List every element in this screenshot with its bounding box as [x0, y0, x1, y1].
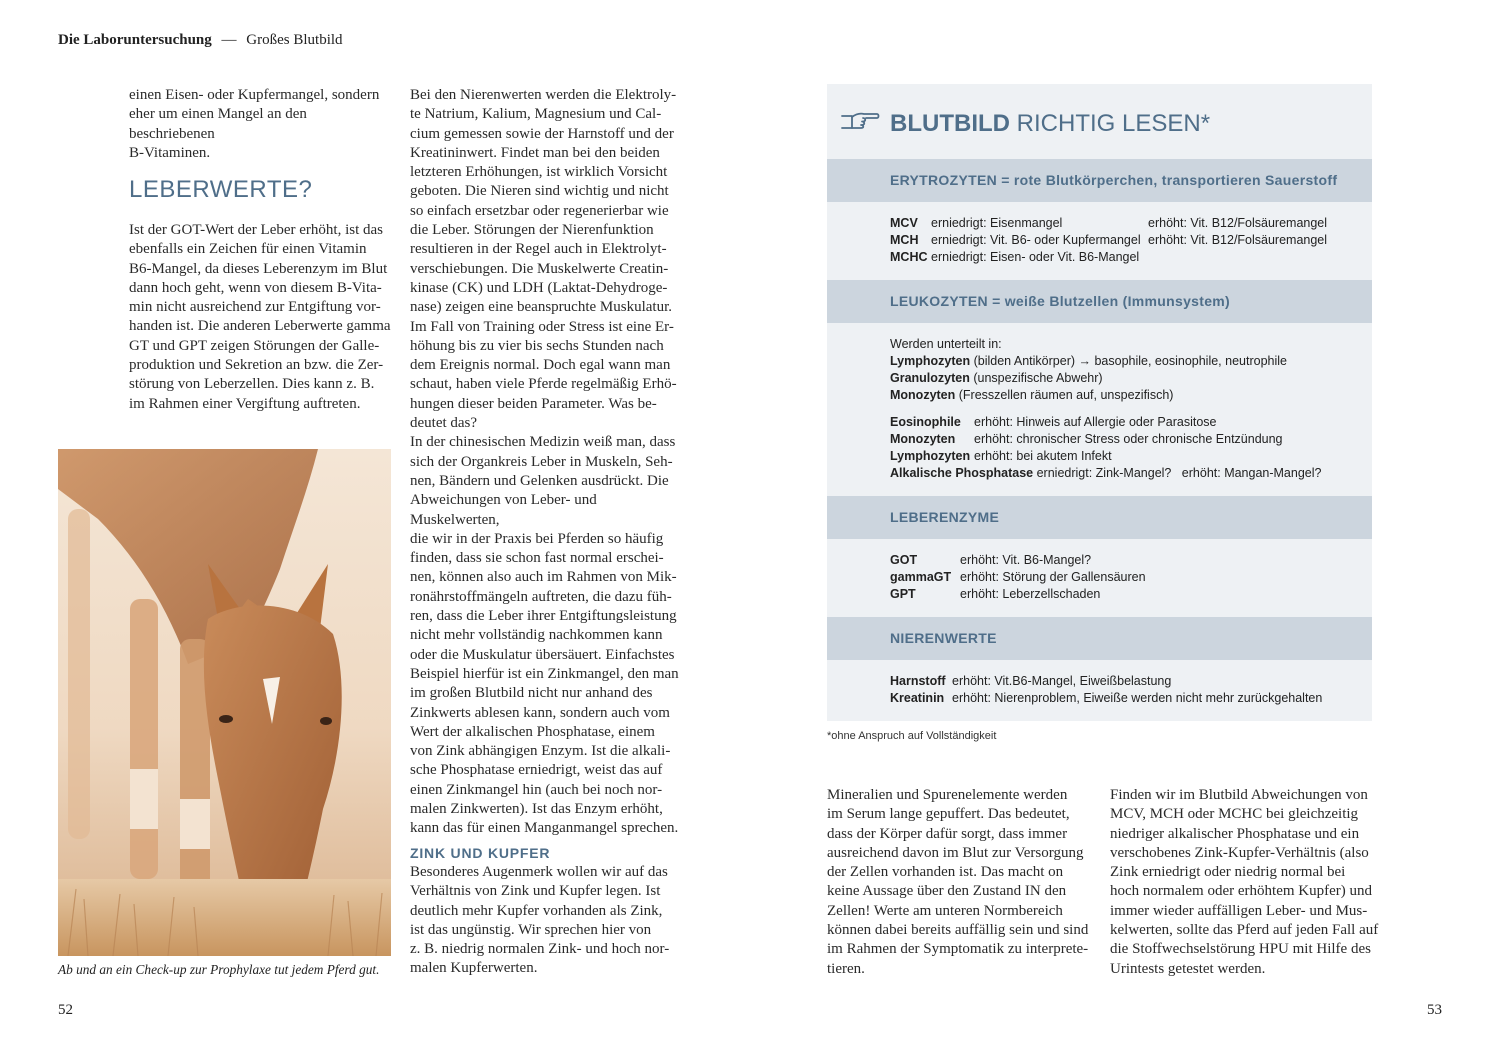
text-line: ist das ungünstig. Wir sprechen hier von [410, 921, 652, 938]
section-band-leukozyten [827, 280, 1372, 323]
text-line: hungen dieser beiden Parameter. Was be- [410, 395, 657, 412]
text-line: einen Eisen- oder Kupfermangel, sondern [129, 87, 380, 103]
type-desc: (unspezifische Abwehr) [969, 371, 1103, 385]
param-low: erniedrigt: Eisen- oder Vit. B6-Mangel [931, 250, 1140, 264]
running-head [58, 32, 343, 49]
text-line: keine Aussage über den Zustand IN den [827, 883, 1067, 900]
text-line: so einfach ersetzbar oder regenerierbar wie [410, 202, 669, 219]
text-line: Zink erniedrigt oder niedrig normal bei [1110, 864, 1346, 881]
band-label: LEBERENZYME [890, 509, 1000, 525]
text-line: Verhältnis von Zink und Kupfer legen. Ist [410, 883, 661, 900]
leukozyten-intro: Werden unterteilt in: [890, 337, 1002, 351]
band-label: LEUKOZYTEN = weiße Blutzellen (Immunsystem) [890, 293, 1231, 309]
enzyme-desc: erhöht: Leberzellschaden [960, 587, 1101, 601]
chapter-title: Die Laboruntersuchung [58, 32, 212, 48]
enzyme-key: GOT [890, 553, 918, 567]
text-line: einen Zinkmangel hin (auch bei noch nor- [410, 781, 663, 798]
type-key: Monozyten [890, 388, 956, 402]
text-line: Bei den Nierenwerten werden die Elektroly- [410, 87, 677, 103]
text-line: immer wieder auffälligen Leber- und Mus- [1110, 902, 1368, 919]
text-line: produktion und Sekretion an bzw. die Zer- [129, 357, 384, 374]
text-line: nen, Bändern und Gelenken ausdrückt. Die [410, 472, 669, 489]
text-line: deutet das? [410, 415, 478, 432]
left-col2-zink-text [410, 863, 680, 979]
text-line: deutlich mehr Kupfer vorhanden als Zink, [410, 902, 663, 919]
section-title: Großes Blutbild [246, 32, 343, 48]
text-line: dass der Körper dafür sorgt, dass immer [827, 825, 1068, 842]
niere-desc: erhöht: Nierenproblem, Eiweiße werden nicht mehr zurückgehalten [952, 691, 1323, 705]
value-desc: erhöht: chronischer Stress oder chronische Entzündung [974, 432, 1283, 446]
enzyme-key: gammaGT [890, 570, 952, 584]
left-col1-leber-text [129, 221, 394, 414]
text-line: z. B. niedrig normalen Zink- und hoch nor- [410, 941, 670, 958]
nierenwerte-table [890, 673, 1360, 708]
text-line: verschobenes Zink-Kupfer-Verhältnis (also [1110, 844, 1369, 861]
leberenzyme-table [890, 552, 1360, 604]
text-line: cium gemessen sowie der Harnstoff und der [410, 125, 674, 142]
text-line: tieren. [827, 960, 865, 977]
text-line: Wert der alkalischen Phosphatase, einem [410, 723, 655, 740]
text-line: handen ist. Die anderen Leberwerte gamma [129, 318, 391, 335]
text-line: Beispiel hierfür ist ein Zinkmangel, den man [410, 665, 679, 682]
section-band-erytrozyten [827, 159, 1372, 202]
text-line: im Rahmen der Symptomatik zu interprete- [827, 941, 1089, 958]
value-desc: erniedrigt: Zink-Mangel? erhöht: Mangan-Mangel? [1033, 466, 1322, 480]
text-line: niedriger alkalischer Phosphatase und ein [1110, 825, 1360, 842]
page-number-right: 53 [1427, 1002, 1442, 1018]
text-line: geboten. Die Nieren sind wichtig und nicht [410, 183, 669, 200]
zink-kupfer-heading: ZINK UND KUPFER [410, 845, 551, 861]
text-line: im großen Blutbild nicht nur anhand des [410, 685, 653, 702]
text-line: nicht mehr vollständig nachkommen kann [410, 627, 663, 644]
text-line: ebenfalls ein Zeichen für einen Vitamin [129, 241, 367, 258]
text-line: ausreichend davon im Blut zur Versorgung [827, 844, 1084, 861]
niere-key: Kreatinin [890, 691, 945, 705]
enzyme-desc: erhöht: Vit. B6-Mangel? [960, 553, 1092, 567]
horse-photo [58, 449, 391, 956]
text-line: te Natrium, Kalium, Magnesium und Cal- [410, 106, 662, 123]
enzyme-key: GPT [890, 587, 916, 601]
text-line: Ist der GOT-Wert der Leber erhöht, ist das [129, 222, 383, 238]
value-key: Monozyten [890, 432, 956, 446]
param-low: erniedrigt: Eisenmangel [931, 216, 1063, 230]
param-key: MCV [890, 216, 918, 230]
text-line: verschiebungen. Die Muskelwerte Creatin- [410, 260, 669, 277]
leukozyten-values [890, 414, 1360, 484]
left-col1-intro [129, 86, 394, 163]
text-line: kelwerten, sollte das Pferd auf jeden Fall auf [1110, 922, 1379, 939]
leberwerte-heading: LEBERWERTE? [129, 176, 313, 203]
text-line: ren, dass die Leber ihrer Entgiftungsleistung [410, 608, 677, 625]
text-line: sche Phosphatase erniedrigt, weist das auf [410, 762, 663, 779]
text-line: Finden wir im Blutbild Abweichungen von [1110, 787, 1368, 803]
text-line: können dabei bereits auffällig sein und sind [827, 922, 1089, 939]
text-line: die Stoffwechselstörung HPU mit Hilfe des [1110, 941, 1371, 958]
band-label: ERYTROZYTEN = rote Blutkörperchen, transportieren Sauerstoff [890, 172, 1338, 188]
text-line: B6-Mangel, da dieses Leberenzym im Blut [129, 260, 388, 277]
text-line: der Zellen vorhanden ist. Das macht on [827, 864, 1064, 881]
type-desc: (bilden Antikörper) → basophile, eosinophile, neutrophile [970, 354, 1287, 368]
box-title-rest: RICHTIG LESEN* [1016, 110, 1211, 137]
text-line: schaut, haben viele Pferde regelmäßig Erhö- [410, 376, 677, 393]
text-line: Kreatininwert. Findet man bei den beiden [410, 144, 660, 161]
param-high: erhöht: Vit. B12/Folsäuremangel [1148, 233, 1328, 247]
text-line: Abweichungen von Leber- und Muskelwerten, [410, 492, 597, 528]
param-key: MCH [890, 233, 919, 247]
value-desc: erhöht: bei akutem Infekt [974, 449, 1112, 463]
text-line: sich der Organkreis Leber in Muskeln, Seh- [410, 453, 673, 470]
text-line: Im Fall von Training oder Stress ist eine Er- [410, 318, 674, 335]
left-col2-text [410, 86, 680, 839]
text-line: die wir in der Praxis bei Pferden so häufig [410, 530, 664, 547]
text-line: im Rahmen einer Vergiftung auftreten. [129, 395, 361, 412]
niere-desc: erhöht: Vit.B6-Mangel, Eiweißbelastung [952, 674, 1172, 688]
text-line: MCV, MCH oder MCHC bei gleichzeitig [1110, 806, 1359, 823]
text-line: malen Zinkwerten). Ist das Enzym erhöht, [410, 800, 663, 817]
text-line: Urintests getestet werden. [1110, 960, 1266, 977]
right-col1-text [827, 786, 1092, 979]
text-line: oder die Muskulatur übersäuert. Einfachstes [410, 646, 675, 663]
param-high: erhöht: Vit. B12/Folsäuremangel [1148, 216, 1328, 230]
text-line: dem Ereignis normal. Doch egal wann man [410, 357, 671, 374]
text-line: resultieren in der Regel auch in Elektrolyt- [410, 241, 667, 258]
niere-key: Harnstoff [890, 674, 946, 688]
section-band-leberenzyme [827, 496, 1372, 539]
value-key: Lymphozyten [890, 449, 971, 463]
type-key: Granulozyten [890, 371, 970, 385]
text-line: min nicht ausreichend zur Entgiftung vor- [129, 299, 381, 316]
value-key: Alkalische Phosphatase [890, 466, 1034, 480]
box-title-bold: BLUTBILD [890, 110, 1010, 137]
photo-caption: Ab und an ein Check-up zur Prophylaxe tut jedem Pferd gut. [58, 962, 380, 977]
text-line: Mineralien und Spurenelemente werden [827, 787, 1068, 803]
enzyme-desc: erhöht: Störung der Gallensäuren [960, 570, 1146, 584]
param-low: erniedrigt: Vit. B6- oder Kupfermangel [931, 233, 1141, 247]
value-key: Eosinophile [890, 415, 961, 429]
text-line: von Zink abhängigen Enzym. Ist die alkali- [410, 743, 671, 760]
text-line: letzteren Erhöhungen, ist wirklich Vorsicht [410, 164, 668, 181]
text-line: störung von Leberzellen. Dies kann z. B. [129, 376, 375, 393]
box-title [840, 109, 1210, 139]
text-line: nen, können also auch im Rahmen von Mik- [410, 569, 677, 586]
text-line: Zellen! Werte am unteren Normbereich [827, 902, 1063, 919]
text-line: ronährstoffmängeln auftreten, die dazu füh- [410, 588, 672, 605]
text-line: GT und GPT zeigen Störungen der Galle- [129, 337, 380, 354]
box-footnote: *ohne Anspruch auf Vollständigkeit [827, 730, 997, 742]
text-line: In der chinesischen Medizin weiß man, dass [410, 434, 676, 451]
text-line: nase) zeigen eine beanspruchte Muskulatur. [410, 299, 672, 316]
erytrozyten-table [890, 215, 1360, 267]
text-line: Besonderes Augenmerk wollen wir auf das [410, 864, 668, 880]
pointing-hand-icon [840, 110, 880, 139]
type-key: Lymphozyten [890, 354, 971, 368]
separator-dash: — [221, 32, 237, 48]
leukozyten-types [890, 336, 1287, 404]
text-line: dann hoch geht, wenn von diesem B-Vita- [129, 279, 382, 296]
text-line: hoch normalem oder erhöhtem Kupfer) und [1110, 883, 1372, 900]
text-line: eher um einen Mangel an den beschriebenen [129, 106, 307, 142]
text-line: kann das für einen Manganmangel sprechen. [410, 820, 679, 837]
text-line: B-Vitaminen. [129, 144, 211, 161]
band-label: NIERENWERTE [890, 630, 997, 646]
text-line: im Serum lange gepuffert. Das bedeutet, [827, 806, 1070, 823]
right-col2-text [1110, 786, 1380, 979]
type-desc: (Fresszellen räumen auf, unspezifisch) [955, 388, 1174, 402]
text-line: kinase (CK) und LDH (Laktat-Dehydroge- [410, 279, 668, 296]
text-line: höhung bis zu vier bis sechs Stunden nach [410, 337, 664, 354]
text-line: finden, dass sie schon fast normal erschei- [410, 550, 664, 567]
param-key: MCHC [890, 250, 928, 264]
section-band-nierenwerte [827, 617, 1372, 660]
text-line: Zinkwerts ablesen kann, sondern auch vom [410, 704, 670, 721]
page-number-left: 52 [58, 1002, 73, 1018]
text-line: die Leber. Störungen der Nierenfunktion [410, 222, 654, 239]
value-desc: erhöht: Hinweis auf Allergie oder Parasitose [974, 415, 1217, 429]
text-line: malen Kupferwerten. [410, 960, 538, 977]
